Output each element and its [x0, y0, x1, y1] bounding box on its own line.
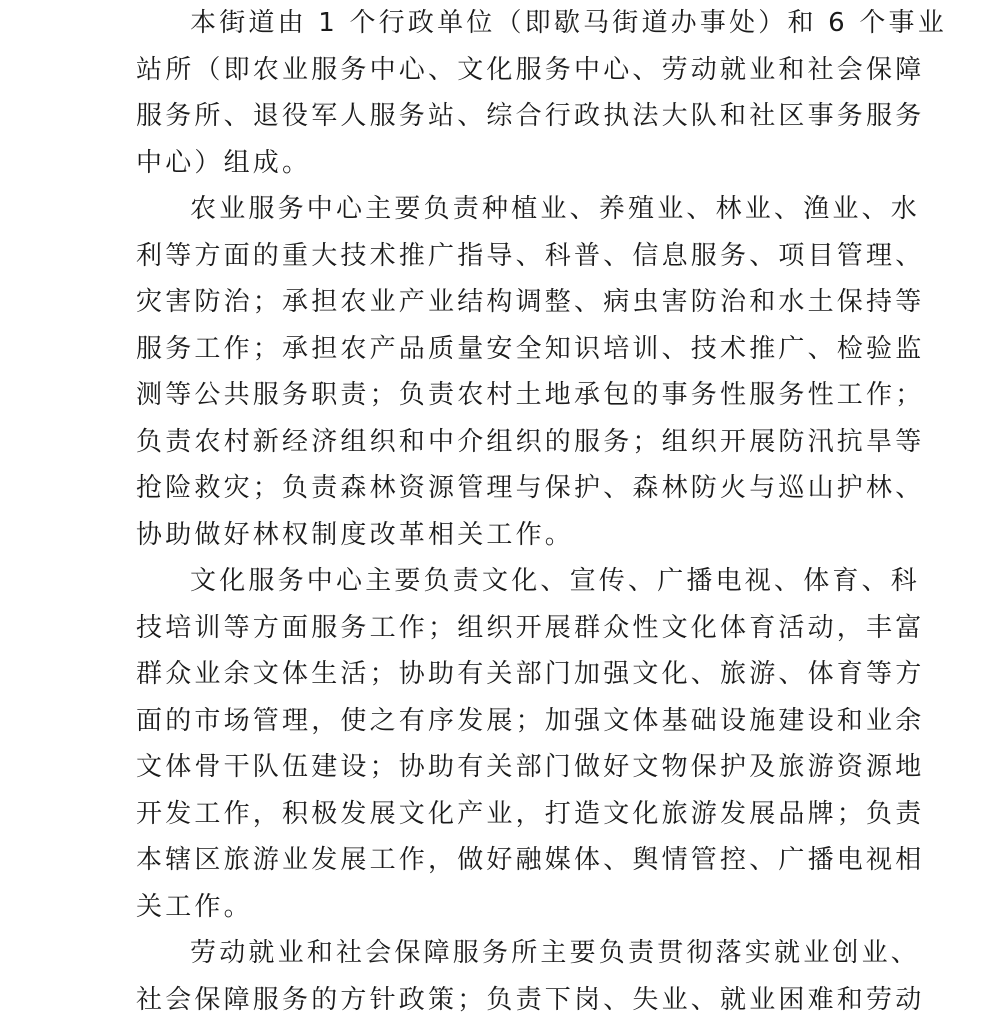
text-line: 技培训等方面服务工作；组织开展群众性文化体育活动，丰富 [136, 612, 925, 643]
text-line: 灾害防治；承担农业产业结构调整、病虫害防治和水土保持等 [136, 287, 925, 317]
text-line: 劳动就业和社会保障服务所主要负责贯彻落实就业创业、 [190, 938, 921, 968]
paragraph-labor-social-security [136, 930, 925, 1023]
text-line: 协助做好林权制度改革相关工作。 [136, 519, 575, 550]
text-line: 群众业余文体生活；协助有关部门加强文化、旅游、体育等方 [136, 659, 925, 689]
text-line: 利等方面的重大技术推广指导、科普、信息服务、项目管理、 [136, 240, 925, 271]
text-line: 服务所、退役军人服务站、综合行政执法大队和社区事务服务 [136, 101, 925, 131]
text-line: 本街道由 1 个行政单位（即歇马街道办事处）和 6 个事业 [190, 8, 947, 38]
text-line: 文化服务中心主要负责文化、宣传、广播电视、体育、科 [190, 566, 921, 596]
text-line: 农业服务中心主要负责种植业、养殖业、林业、渔业、水 [190, 194, 921, 224]
text-line: 开发工作，积极发展文化产业，打造文化旅游发展品牌；负责 [136, 798, 925, 829]
paragraph-culture-center [136, 558, 925, 930]
text-line: 文体骨干队伍建设；协助有关部门做好文物保护及旅游资源地 [136, 752, 925, 782]
text-line: 站所（即农业服务中心、文化服务中心、劳动就业和社会保障 [136, 54, 925, 85]
paragraph-overview [136, 0, 947, 186]
text-line: 服务工作；承担农产品质量安全知识培训、技术推广、检验监 [136, 333, 925, 364]
paragraph-agriculture-center [136, 186, 925, 558]
document-page [136, 0, 947, 1023]
text-line: 面的市场管理，使之有序发展；加强文体基础设施建设和业余 [136, 705, 925, 736]
text-line: 负责农村新经济组织和中介组织的服务；组织开展防汛抗旱等 [136, 426, 925, 457]
text-line: 本辖区旅游业发展工作，做好融媒体、舆情管控、广播电视相 [136, 845, 925, 875]
text-line: 测等公共服务职责；负责农村土地承包的事务性服务性工作； [136, 380, 925, 410]
text-line: 中心）组成。 [136, 147, 312, 178]
text-line: 关工作。 [136, 891, 253, 922]
text-line: 社会保障服务的方针政策；负责下岗、失业、就业困难和劳动 [136, 984, 925, 1015]
text-line: 抢险救灾；负责森林资源管理与保护、森林防火与巡山护林、 [136, 473, 925, 503]
